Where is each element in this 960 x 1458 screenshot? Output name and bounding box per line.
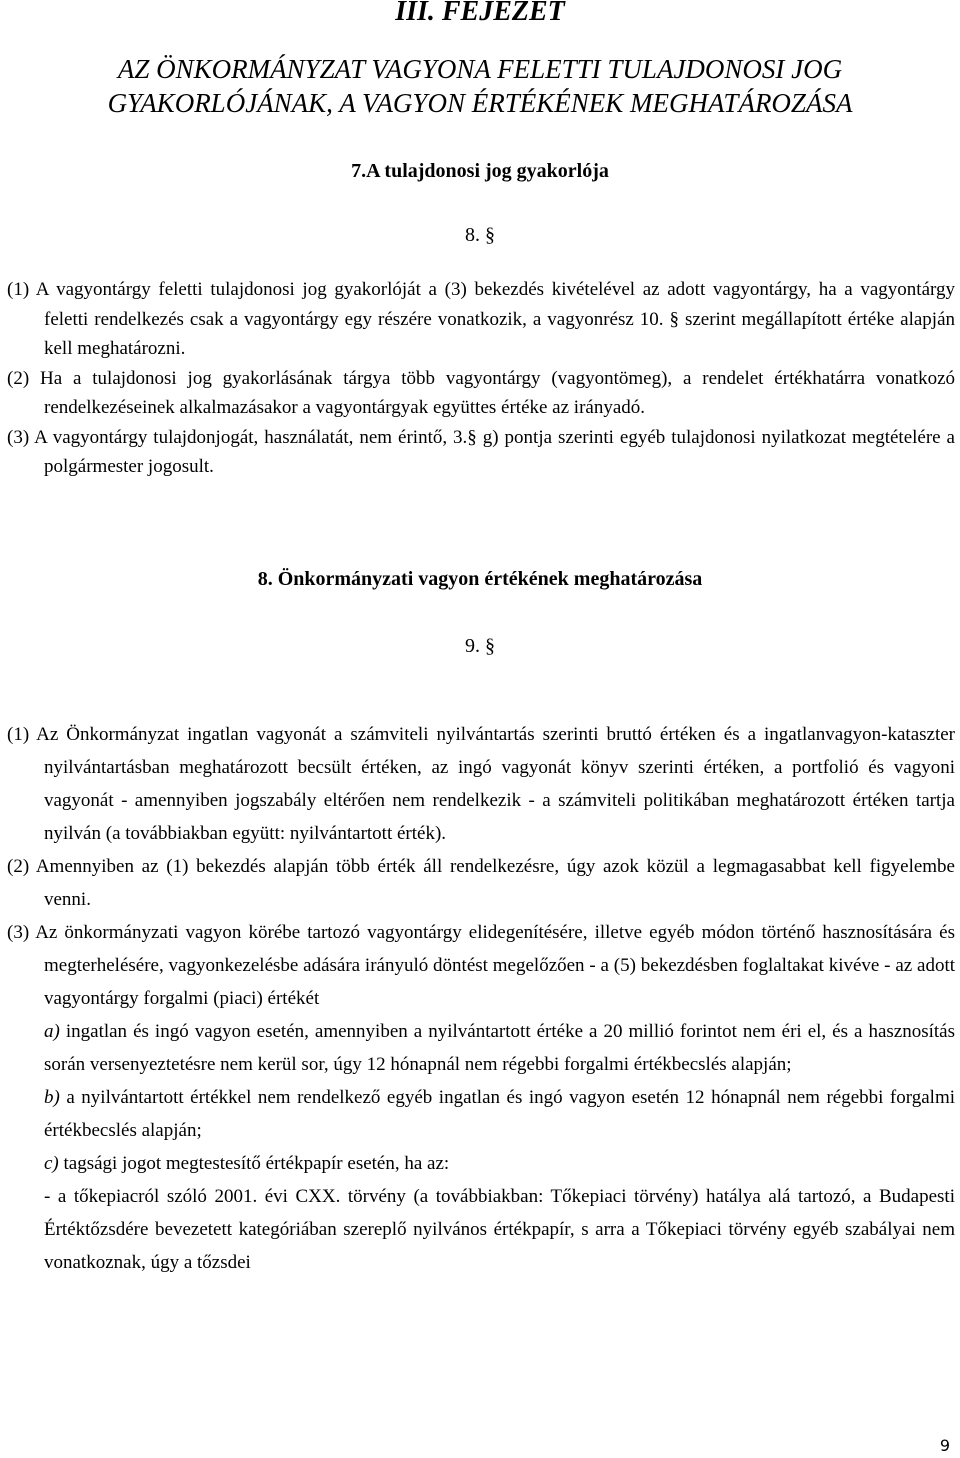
- chapter-label: III. FEJEZET: [395, 0, 565, 27]
- paragraph-9-3-a: [7, 1015, 955, 1081]
- point-a-text: ingatlan és ingó vagyon esetén, amennyiben a nyilvántartott értéke a 20 millió forintot nem éri el, és a hasznosítás során versenyeztetésre nem kerül sor, úgy 12 hónapnál nem régebbi forgalmi értékbecslés alapján;: [44, 1021, 956, 1075]
- section-8-body: [7, 718, 955, 1279]
- chapter-title-line1: AZ ÖNKORMÁNYZAT VAGYONA FELETTI TULAJDONOSI JOG: [117, 54, 843, 84]
- paragraph-9-3-c: [7, 1147, 955, 1180]
- paragraph-9-1: (1) Az Önkormányzat ingatlan vagyonát a számviteli nyilvántartás szerinti bruttó értéken és a ingatlanvagyon-kataszter nyilvántartásban meghatározott becsült értéken, az ingó vagyonát könyv szerinti értéken, a portfolió és vagyoni vagyonát - amennyiben jogszabály eltérően nem rendelkezik - a számviteli politikában meghatározott értéken tartja nyilván (a továbbiakban együtt: nyilvántartott érték).: [7, 724, 955, 844]
- paragraph-8-3: (3) A vagyontárgy tulajdonjogát, használatát, nem érintő, 3.§ g) pontja szerinti egyéb tulajdonosi nyilatkozat megtételére a polgármester jogosult.: [7, 426, 955, 477]
- section-7-body: [7, 275, 955, 482]
- paragraph-8-number: 8. §: [465, 224, 495, 246]
- paragraph-9-2: (2) Amennyiben az (1) bekezdés alapján több érték áll rendelkezésre, úgy azok közül a legmagasabbat kell figyelembe venni.: [7, 856, 955, 910]
- point-b-label: b): [44, 1087, 60, 1108]
- section-8-heading: 8. Önkormányzati vagyon értékének meghatározása: [257, 568, 703, 590]
- paragraph-9-3-c-dash: - a tőkepiacról szóló 2001. évi CXX. törvény (a továbbiakban: Tőkepiaci törvény) hatálya alá tartozó, a Budapesti Értéktőzsdére bevezetett kategóriában szereplő nyilvános értékpapír, s arra a Tőkepiaci törvény egyéb szabályai nem vonatkoznak, úgy a tőzsdei: [44, 1186, 955, 1273]
- point-c-text: tagsági jogot megtestesítő értékpapír esetén, ha az:: [63, 1153, 450, 1174]
- paragraph-9-3-b: [7, 1081, 955, 1147]
- chapter-title-line2: GYAKORLÓJÁNAK, A VAGYON ÉRTÉKÉNEK MEGHATÁROZÁSA: [107, 88, 853, 118]
- point-a-label: a): [44, 1021, 60, 1042]
- point-c-label: c): [44, 1153, 59, 1174]
- paragraph-9-number: 9. §: [465, 635, 495, 657]
- paragraph-8-2: (2) Ha a tulajdonosi jog gyakorlásának tárgya több vagyontárgy (vagyontömeg), a rendelet értékhatárra vonatkozó rendelkezéseinek alkalmazásakor a vagyontárgyak együttes értéke az irányadó.: [7, 367, 955, 418]
- chapter-title: [0, 52, 960, 120]
- point-b-text: a nyilvántartott értékkel nem rendelkező egyéb ingatlan és ingó vagyon esetén 12 hónapnál nem régebbi forgalmi értékbecslés alapján;: [44, 1087, 955, 1141]
- page-number: 9: [939, 1436, 950, 1455]
- paragraph-8-1: (1) A vagyontárgy feletti tulajdonosi jog gyakorlóját a (3) bekezdés kivételével az adott vagyontárgy, ha a vagyontárgy feletti rendelkezés csak a vagyontárgy egy részére vonatkozik, a vagyonrész 10. § szerint megállapított értéke alapján kell meghatározni.: [7, 279, 955, 359]
- section-7-heading: 7.A tulajdonosi jog gyakorlója: [351, 160, 609, 182]
- paragraph-9-3-intro: (3) Az önkormányzati vagyon körébe tartozó vagyontárgy elidegenítésére, illetve egyéb módon történő hasznosítására és megterhelésére, vagyonkezelésbe adására irányuló döntést megelőzően - a (5) bekezdésben foglaltakat kivéve - az adott vagyontárgy forgalmi (piaci) értékét: [7, 922, 955, 1009]
